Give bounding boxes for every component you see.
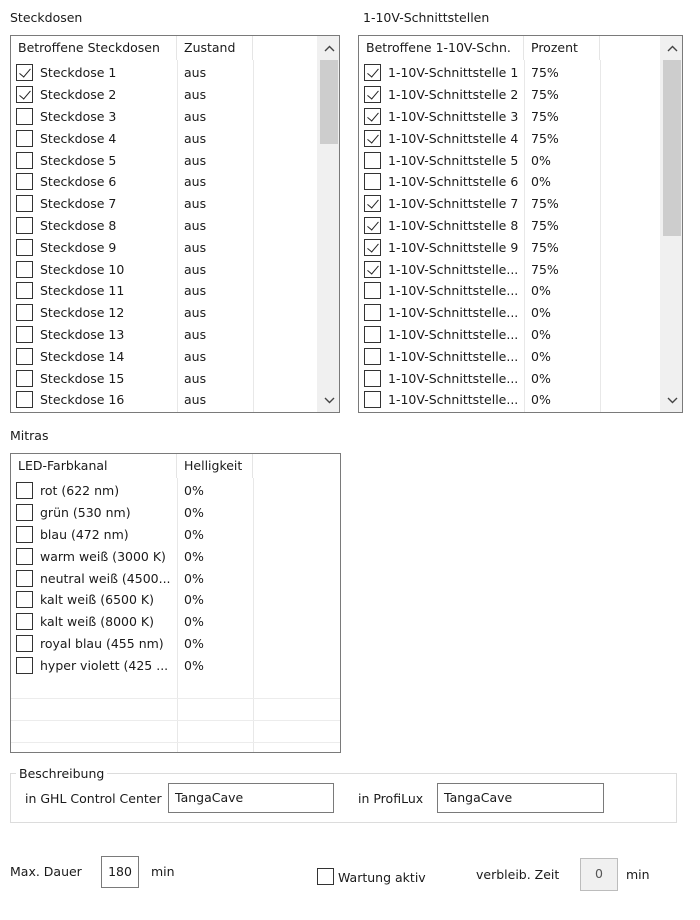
list-item-label: 1-10V-Schnittstelle... <box>388 392 519 408</box>
list-item-name-cell <box>11 62 177 84</box>
checked-checkbox[interactable] <box>364 64 381 81</box>
list-item[interactable] <box>11 502 253 524</box>
steckdosen-rows <box>11 62 253 411</box>
list-item[interactable] <box>11 654 253 676</box>
list-item-value: 0% <box>184 548 204 564</box>
checked-checkbox[interactable] <box>364 86 381 103</box>
checkbox[interactable] <box>364 152 381 169</box>
list-item-name-cell <box>11 567 177 589</box>
checkbox[interactable] <box>16 217 33 234</box>
list-item-name-cell <box>11 302 177 324</box>
mitras-rows <box>11 480 253 676</box>
verbleib-label: verbleib. Zeit <box>476 867 560 882</box>
list-item[interactable] <box>11 280 253 302</box>
list-item[interactable] <box>359 193 600 215</box>
list-item-value: aus <box>184 65 207 81</box>
list-item[interactable] <box>359 236 600 258</box>
list-item[interactable] <box>11 367 253 389</box>
list-item-name-cell <box>11 127 177 149</box>
list-item[interactable] <box>11 633 253 655</box>
list-item-name-cell <box>11 171 177 193</box>
list-item-value: 0% <box>184 570 204 586</box>
list-item-name-cell <box>359 149 524 171</box>
wartung-label[interactable]: Wartung aktiv <box>338 870 426 885</box>
checked-checkbox[interactable] <box>364 195 381 212</box>
list-item-label: 1-10V-Schnittstelle 6 <box>388 174 519 190</box>
max-dauer-unit: min <box>151 864 175 879</box>
list-item-value: 0% <box>531 326 551 342</box>
list-item-name-cell <box>11 149 177 171</box>
list-item-label: 1-10V-Schnittstelle 5 <box>388 152 519 168</box>
list-item-label: Steckdose 13 <box>40 326 125 342</box>
list-item-value: aus <box>184 283 207 299</box>
checkbox[interactable] <box>16 635 33 652</box>
list-item-name-cell <box>359 367 524 389</box>
checked-checkbox[interactable] <box>364 217 381 234</box>
checkbox[interactable] <box>16 239 33 256</box>
steckdosen-header <box>11 36 253 60</box>
checkbox[interactable] <box>16 130 33 147</box>
list-item-label: warm weiß (3000 K) <box>40 548 166 564</box>
list-item-label: blau (472 nm) <box>40 526 129 542</box>
schnittstellen-col-percent[interactable]: Prozent <box>524 36 600 60</box>
list-item[interactable] <box>359 62 600 84</box>
verbleib-zeit-input: 0 <box>580 858 618 891</box>
empty-row-line <box>11 698 340 699</box>
list-item-value: aus <box>184 174 207 190</box>
list-item-value: 75% <box>531 217 559 233</box>
checkbox[interactable] <box>364 173 381 190</box>
list-item[interactable] <box>11 324 253 346</box>
list-item-label: Steckdose 2 <box>40 87 117 103</box>
checkbox[interactable] <box>16 370 33 387</box>
list-item[interactable] <box>359 280 600 302</box>
checkbox[interactable] <box>16 304 33 321</box>
checkbox[interactable] <box>16 195 33 212</box>
chevron-down-icon[interactable] <box>318 390 340 410</box>
list-item[interactable] <box>11 389 253 411</box>
list-item-value: 0% <box>531 305 551 321</box>
checked-checkbox[interactable] <box>16 86 33 103</box>
max-dauer-input[interactable]: 180 <box>101 856 139 888</box>
list-item-name-cell <box>11 389 177 411</box>
list-item-name-cell <box>11 324 177 346</box>
list-item-value: 0% <box>531 152 551 168</box>
chevron-up-icon[interactable] <box>318 38 340 58</box>
list-item[interactable] <box>11 345 253 367</box>
mitras-col-channel[interactable]: LED-Farbkanal <box>11 454 177 478</box>
list-item[interactable] <box>359 215 600 237</box>
list-item-name-cell <box>359 171 524 193</box>
scrollbar-thumb[interactable] <box>320 60 338 144</box>
list-item-name-cell <box>11 654 177 676</box>
list-item[interactable] <box>11 149 253 171</box>
checkbox[interactable] <box>364 370 381 387</box>
checkbox[interactable] <box>16 504 33 521</box>
column-divider <box>253 60 254 412</box>
list-item-name-cell <box>11 367 177 389</box>
list-item-name-cell <box>359 345 524 367</box>
list-item-label: Steckdose 5 <box>40 152 117 168</box>
checkbox[interactable] <box>16 348 33 365</box>
list-item-label: neutral weiß (4500... <box>40 570 171 586</box>
list-item-label: royal blau (455 nm) <box>40 635 164 651</box>
list-item-name-cell <box>11 84 177 106</box>
steckdosen-title: Steckdosen <box>10 10 83 25</box>
checkbox[interactable] <box>16 591 33 608</box>
wartung-checkbox[interactable] <box>317 868 334 885</box>
checkbox[interactable] <box>16 152 33 169</box>
list-item-name-cell <box>359 127 524 149</box>
list-item-value: aus <box>184 239 207 255</box>
list-item[interactable] <box>359 367 600 389</box>
list-item[interactable] <box>359 106 600 128</box>
list-item[interactable] <box>11 567 253 589</box>
list-item-label: 1-10V-Schnittstelle 8 <box>388 217 519 233</box>
list-item-label: Steckdose 12 <box>40 305 125 321</box>
list-item[interactable] <box>359 324 600 346</box>
list-item[interactable] <box>11 84 253 106</box>
list-item-value: 75% <box>531 261 559 277</box>
max-dauer-label: Max. Dauer <box>10 864 82 879</box>
checkbox[interactable] <box>16 526 33 543</box>
list-item-value: 0% <box>531 283 551 299</box>
list-item[interactable] <box>11 106 253 128</box>
list-item-name-cell <box>359 324 524 346</box>
list-item-value: 0% <box>531 174 551 190</box>
list-item[interactable] <box>359 127 600 149</box>
mitras-header <box>11 454 253 478</box>
list-item-label: grün (530 nm) <box>40 505 131 521</box>
list-item-label: 1-10V-Schnittstelle 3 <box>388 108 519 124</box>
verbleib-unit: min <box>626 867 650 882</box>
list-item-label: Steckdose 15 <box>40 370 125 386</box>
checkbox[interactable] <box>16 108 33 125</box>
list-item[interactable] <box>11 611 253 633</box>
list-item-name-cell <box>11 258 177 280</box>
list-item[interactable] <box>11 127 253 149</box>
scrollbar-thumb[interactable] <box>663 60 681 236</box>
checkbox[interactable] <box>16 657 33 674</box>
list-item-value: 75% <box>531 87 559 103</box>
list-item[interactable] <box>359 302 600 324</box>
list-item-name-cell <box>11 106 177 128</box>
checkbox[interactable] <box>16 282 33 299</box>
list-item-value: 75% <box>531 196 559 212</box>
mitras-col-brightness[interactable]: Helligkeit <box>177 454 253 478</box>
beschreibung-title: Beschreibung <box>16 766 107 781</box>
list-item-label: 1-10V-Schnittstelle... <box>388 305 519 321</box>
steckdosen-col-state[interactable]: Zustand <box>177 36 253 60</box>
list-item-name-cell <box>359 193 524 215</box>
list-item-label: Steckdose 9 <box>40 239 117 255</box>
checkbox[interactable] <box>364 391 381 408</box>
ghl-label: in GHL Control Center <box>25 791 162 806</box>
list-item-name-cell <box>359 84 524 106</box>
list-item-label: hyper violett (425 ... <box>40 657 169 673</box>
list-item-value: 0% <box>184 483 204 499</box>
list-item-value: 0% <box>184 505 204 521</box>
list-item-value: 0% <box>184 526 204 542</box>
list-item-label: 1-10V-Schnittstelle... <box>388 370 519 386</box>
list-item-value: aus <box>184 348 207 364</box>
list-item[interactable] <box>11 302 253 324</box>
list-item-value: 75% <box>531 130 559 146</box>
checkbox[interactable] <box>364 304 381 321</box>
list-item-label: 1-10V-Schnittstelle 7 <box>388 196 519 212</box>
checked-checkbox[interactable] <box>364 239 381 256</box>
list-item-value: aus <box>184 305 207 321</box>
checkbox[interactable] <box>16 326 33 343</box>
schnittstellen-title: 1-10V-Schnittstellen <box>363 10 490 25</box>
empty-row-line <box>11 742 340 743</box>
checkbox[interactable] <box>16 261 33 278</box>
list-item-name-cell <box>11 502 177 524</box>
checked-checkbox[interactable] <box>364 261 381 278</box>
mitras-title: Mitras <box>10 428 49 443</box>
list-item-label: 1-10V-Schnittstelle 4 <box>388 130 519 146</box>
list-item-name-cell <box>359 106 524 128</box>
list-item-value: 0% <box>531 370 551 386</box>
checkbox[interactable] <box>364 326 381 343</box>
list-item-value: aus <box>184 217 207 233</box>
checkbox[interactable] <box>16 548 33 565</box>
list-item-value: aus <box>184 87 207 103</box>
list-item[interactable] <box>11 215 253 237</box>
schnittstellen-col-name[interactable]: Betroffene 1-10V-Schn. <box>359 36 524 60</box>
list-item-value: aus <box>184 261 207 277</box>
list-item-label: 1-10V-Schnittstelle... <box>388 326 519 342</box>
column-divider <box>600 60 601 412</box>
list-item[interactable] <box>359 149 600 171</box>
list-item-name-cell <box>359 302 524 324</box>
list-item[interactable] <box>11 524 253 546</box>
ghl-name-input[interactable]: TangaCave <box>168 783 334 813</box>
list-item[interactable] <box>359 171 600 193</box>
list-item[interactable] <box>11 193 253 215</box>
list-item[interactable] <box>359 345 600 367</box>
list-item-name-cell <box>11 345 177 367</box>
list-item-label: kalt weiß (6500 K) <box>40 592 154 608</box>
checkbox[interactable] <box>16 570 33 587</box>
list-item-value: 0% <box>184 592 204 608</box>
schnittstellen-list[interactable] <box>358 35 683 413</box>
checkbox[interactable] <box>16 173 33 190</box>
list-item-label: kalt weiß (8000 K) <box>40 614 154 630</box>
list-item-label: Steckdose 16 <box>40 392 125 408</box>
checked-checkbox[interactable] <box>364 130 381 147</box>
checkbox[interactable] <box>16 391 33 408</box>
list-item[interactable] <box>359 258 600 280</box>
chevron-up-icon[interactable] <box>661 38 683 58</box>
list-item-label: Steckdose 7 <box>40 196 117 212</box>
list-item[interactable] <box>359 389 600 411</box>
list-item-value: 0% <box>184 657 204 673</box>
list-item[interactable] <box>11 236 253 258</box>
list-item-value: aus <box>184 196 207 212</box>
list-item[interactable] <box>11 589 253 611</box>
list-item-value: aus <box>184 326 207 342</box>
list-item-label: Steckdose 11 <box>40 283 125 299</box>
list-item[interactable] <box>11 480 253 502</box>
list-item-value: aus <box>184 152 207 168</box>
list-item-name-cell <box>359 62 524 84</box>
steckdosen-list[interactable] <box>10 35 340 413</box>
list-item-value: aus <box>184 108 207 124</box>
list-item-name-cell <box>359 280 524 302</box>
list-item-label: Steckdose 3 <box>40 108 117 124</box>
list-item[interactable] <box>11 258 253 280</box>
list-item-value: aus <box>184 130 207 146</box>
list-item-label: 1-10V-Schnittstelle... <box>388 348 519 364</box>
list-item-label: Steckdose 4 <box>40 130 117 146</box>
list-item-label: 1-10V-Schnittstelle... <box>388 261 519 277</box>
list-item-value: 75% <box>531 65 559 81</box>
list-item-name-cell <box>11 524 177 546</box>
list-item[interactable] <box>359 84 600 106</box>
list-item-name-cell <box>11 611 177 633</box>
checkbox[interactable] <box>364 282 381 299</box>
profilux-label: in ProfiLux <box>358 791 424 806</box>
list-item-name-cell <box>11 215 177 237</box>
schnittstellen-scrollbar[interactable] <box>660 36 682 412</box>
checked-checkbox[interactable] <box>364 108 381 125</box>
list-item-name-cell <box>11 193 177 215</box>
checked-checkbox[interactable] <box>16 64 33 81</box>
list-item-label: Steckdose 8 <box>40 217 117 233</box>
list-item-label: 1-10V-Schnittstelle 2 <box>388 87 519 103</box>
list-item-value: aus <box>184 392 207 408</box>
chevron-down-icon[interactable] <box>661 390 683 410</box>
list-item-name-cell <box>11 236 177 258</box>
checkbox[interactable] <box>16 613 33 630</box>
list-item-value: 0% <box>531 392 551 408</box>
steckdosen-scrollbar[interactable] <box>317 36 339 412</box>
list-item-label: Steckdose 1 <box>40 65 117 81</box>
steckdosen-col-name[interactable]: Betroffene Steckdosen <box>11 36 177 60</box>
list-item[interactable] <box>11 171 253 193</box>
list-item[interactable] <box>11 545 253 567</box>
profilux-name-input[interactable]: TangaCave <box>437 783 604 813</box>
column-divider <box>253 478 254 752</box>
list-item-name-cell <box>11 280 177 302</box>
list-item-label: Steckdose 6 <box>40 174 117 190</box>
list-item-name-cell <box>11 545 177 567</box>
list-item-label: Steckdose 14 <box>40 348 125 364</box>
list-item-name-cell <box>359 389 524 411</box>
mitras-list[interactable] <box>10 453 341 753</box>
list-item-name-cell <box>359 236 524 258</box>
schnittstellen-header <box>359 36 600 60</box>
list-item-label: 1-10V-Schnittstelle 9 <box>388 239 519 255</box>
empty-row-line <box>11 720 340 721</box>
list-item[interactable] <box>11 62 253 84</box>
list-item-value: 0% <box>531 348 551 364</box>
list-item-value: 0% <box>184 635 204 651</box>
list-item-value: aus <box>184 370 207 386</box>
list-item-name-cell <box>11 589 177 611</box>
list-item-value: 75% <box>531 239 559 255</box>
list-item-name-cell <box>359 258 524 280</box>
list-item-label: 1-10V-Schnittstelle 1 <box>388 65 519 81</box>
list-item-label: Steckdose 10 <box>40 261 125 277</box>
list-item-label: rot (622 nm) <box>40 483 120 499</box>
list-item-name-cell <box>11 633 177 655</box>
checkbox[interactable] <box>16 482 33 499</box>
schnittstellen-rows <box>359 62 600 411</box>
list-item-name-cell <box>11 480 177 502</box>
list-item-label: 1-10V-Schnittstelle... <box>388 283 519 299</box>
list-item-value: 0% <box>184 614 204 630</box>
list-item-value: 75% <box>531 108 559 124</box>
checkbox[interactable] <box>364 348 381 365</box>
list-item-name-cell <box>359 215 524 237</box>
